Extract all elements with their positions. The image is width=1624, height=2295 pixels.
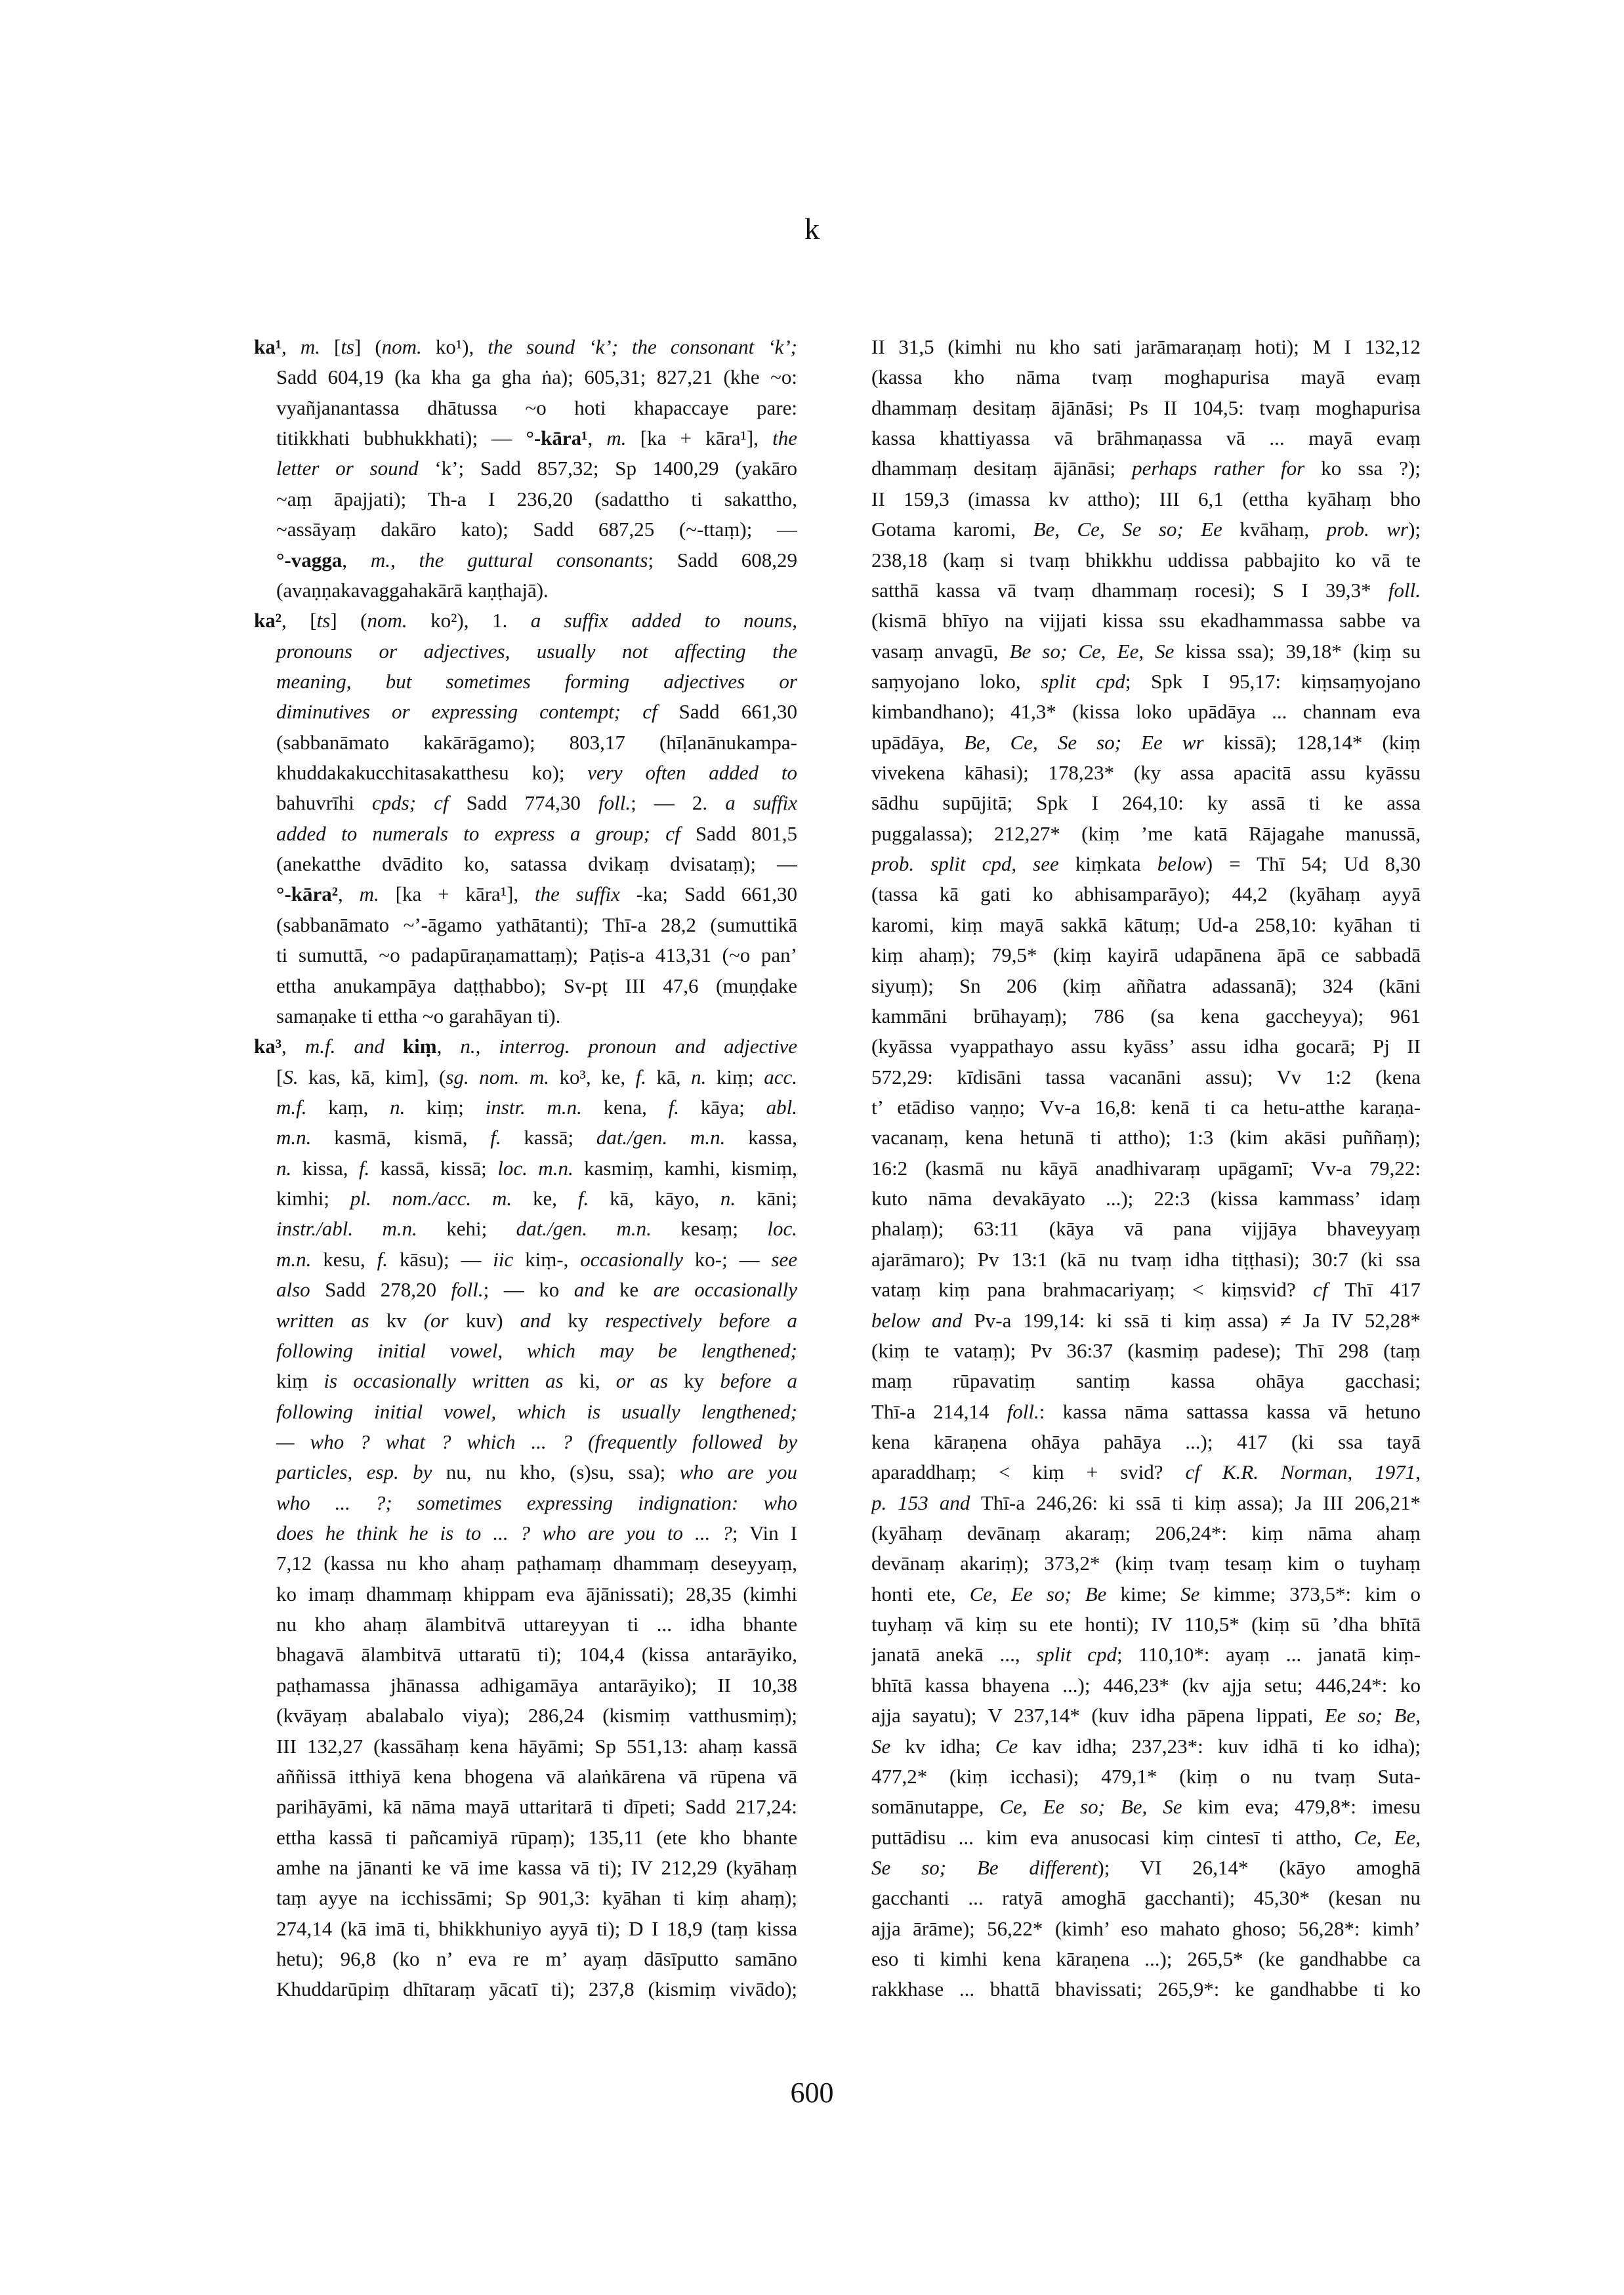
text-line: kimhi; pl. nom./acc. m. ke, f. kā, kāyo, n. kāni; — [276, 1187, 797, 1210]
headword: °-vagga — [276, 548, 343, 571]
text-line: nu kho ahaṃ ālambitvā uttareyyan ti ... idha bhante — [276, 1613, 797, 1636]
italic-run: following initial vowel, which may be lengthened; — [276, 1338, 797, 1362]
text-line: letter or sound ‘k’; Sadd 857,32; Sp 1400,29 (yakāro — [276, 457, 797, 480]
text-line: 16:2 (kasmā nu kāyā anadhivaraṃ upāgamī; Vv-a 79,22: — [871, 1156, 1421, 1180]
text-line: 477,2* (kiṃ icchasi); 479,1* (kiṃ o nu tvaṃ Suta- — [871, 1764, 1421, 1788]
italic-run: loc. m.n. — [497, 1156, 573, 1180]
text-line: ettha anukampāya daṭṭhabbo); Sv-pṭ III 47,6 (muṇḍake — [276, 974, 797, 997]
text-line: (tassa kā gati ko abhisamparāyo); 44,2 (kyāhaṃ ayyā — [871, 882, 1421, 906]
italic-run: Se so; Be different — [871, 1855, 1098, 1879]
italic-run: the sound ‘k’; the consonant ‘k’; — [488, 335, 797, 358]
text-line: devānaṃ akariṃ); 373,2* (kiṃ tvaṃ tesaṃ kim o tuyhaṃ — [871, 1552, 1421, 1575]
text-line: Gotama karomi, Be, Ce, Se so; Ee kvāhaṃ, prob. wr); — [871, 518, 1421, 541]
italic-run: m.f. — [276, 1095, 307, 1119]
text-line — [254, 1397, 797, 1427]
italic-run: occasionally — [580, 1247, 683, 1271]
text-line: Se so; Be different); VI 26,14* (kāyo amoghā — [871, 1855, 1421, 1879]
page-number: 600 — [790, 2077, 834, 2109]
text-line: diminutives or expressing contempt; cf Sadd 661,30 — [276, 700, 797, 724]
text-line: (kismā bhīyo na vijjati kissa ssu ekadhammassa sabbe va — [871, 609, 1421, 632]
italic-run: n. — [390, 1095, 406, 1119]
italic-run: split cpd — [1041, 669, 1125, 693]
text-line: parihāyāmi, kā nāma mayā uttaritarā ti dīpeti; Sadd 217,24: — [276, 1795, 797, 1819]
text-line: II 31,5 (kimhi nu kho sati jarāmaraṇaṃ hoti); M I 132,12 — [871, 335, 1421, 358]
text-line: honti ete, Ce, Ee so; Be kime; Se kimme; 373,5*: kim o — [871, 1582, 1421, 1605]
text-line: gacchanti ... ratyā amoghā gacchanti); 45,30* (kesan nu — [871, 1886, 1421, 1910]
italic-run: Ee so; Be, — [1324, 1704, 1421, 1727]
italic-run: Be, Ce, Se so; Ee wr — [964, 730, 1204, 754]
italic-run: who ... ?; sometimes expressing indignation: who — [276, 1491, 797, 1514]
text-line: kassa khattiyassa vā brāhmaṇassa vā ... mayā evaṃ — [871, 426, 1421, 450]
italic-run: cpds; cf — [371, 791, 449, 815]
italic-run: see — [771, 1247, 797, 1271]
italic-run: before a — [720, 1369, 797, 1393]
headword: °-kāra¹ — [526, 426, 588, 450]
text-line: does he think he is to ... ? who are you to ... ?; Vin I — [276, 1521, 797, 1545]
text-line: ~assāyaṃ dakāro kato); Sadd 687,25 (~-ttaṃ); — — [276, 518, 797, 541]
text-line: instr./abl. m.n. kehi; dat./gen. m.n. kesaṃ; loc. — [276, 1217, 797, 1241]
text-line: aparaddhaṃ; < kiṃ + svid? cf K.R. Norman, 1971, — [871, 1460, 1421, 1484]
text-line: (anekatthe dvādito ko, satassa dvikaṃ dvisataṃ); — — [276, 852, 797, 876]
text-line: hetu); 96,8 (ko n’ eva re m’ ayaṃ dāsīputto samāno — [276, 1947, 797, 1971]
text-line: amhe na jānanti ke vā ime kassa vā ti); IV 212,29 (kyāhaṃ — [276, 1855, 797, 1879]
text-line: n. kissa, f. kassā, kissā; loc. m.n. kasmiṃ, kamhi, kismiṃ, — [276, 1156, 797, 1180]
italic-run: foll. — [1388, 578, 1421, 602]
text-line: (kyāssa vyappathayo assu kyāss’ assu idha gocarā; Pj II — [871, 1035, 1421, 1058]
text-line: dhammaṃ desitaṃ ājānāsi; perhaps rather for ko ssa ?); — [871, 457, 1421, 480]
text-line: kuto nāma devakāyato ...); 22:3 (kissa kammass’ idaṃ — [871, 1187, 1421, 1210]
text-line: tuyhaṃ vā kiṃ su ete honti); IV 110,5* (kiṃ sū ’dha bhītā — [871, 1613, 1421, 1636]
italic-run: f. — [577, 1187, 589, 1210]
text-line: eso ti kimhi kena kāraṇena ...); 265,5* (ke gandhabbe ca — [871, 1947, 1421, 1971]
text-line: 238,18 (kaṃ si tvaṃ bhikkhu uddissa pabbajito ko vā te — [871, 548, 1421, 571]
text-line: kammāni brūhayaṃ); 786 (sa kena gaccheyya); 961 — [871, 1004, 1421, 1027]
text-line: vasaṃ anvagū, Be so; Ce, Ee, Se kissa ssa); 39,18* (kiṃ su — [871, 639, 1421, 663]
text-line: (avaṇṇakavaggahakārā kaṇṭhajā). — [276, 578, 549, 602]
italic-run: Ce — [995, 1734, 1018, 1758]
italic-run: m. — [300, 335, 320, 358]
italic-run: particles, esp. by — [276, 1460, 432, 1484]
text-line: kimbandhano); 41,3* (kissa loko upādāya ... channam eva — [871, 700, 1421, 724]
text-line: satthā kassa vā tvaṃ dhammaṃ rocesi); S I 39,3* foll. — [871, 578, 1421, 602]
italic-run: pronouns or adjectives, usually not affecting the — [276, 639, 797, 663]
text-line: kiṃ is occasionally written as ki, or as ky before a — [276, 1369, 797, 1393]
text-line: karomi, kiṃ mayā sakkā kātuṃ; Ud-a 258,10: kyāhan ti — [871, 913, 1421, 936]
italic-run: acc. — [764, 1065, 797, 1088]
text-line: particles, esp. by nu, nu kho, (s)su, ssa); who are you — [276, 1460, 797, 1484]
italic-run: respectively before a — [605, 1308, 797, 1332]
text-line: below and Pv-a 199,14: ki ssā ti kiṃ assa) ≠ Ja IV 52,28* — [871, 1308, 1421, 1332]
italic-run: Ce, Ee, — [1354, 1825, 1421, 1849]
italic-run: also — [276, 1278, 310, 1302]
italic-run: f. — [358, 1156, 370, 1180]
italic-run: perhaps rather for — [1132, 457, 1305, 480]
italic-run: foll. — [1007, 1399, 1039, 1423]
text-line: 7,12 (kassa nu kho ahaṃ paṭhamaṃ dhammaṃ deseyyaṃ, — [276, 1552, 797, 1575]
text-line: dhammaṃ desitaṃ ājānāsi; Ps II 104,5: tvaṃ moghapurisa — [871, 396, 1421, 419]
italic-run: m.f. and — [304, 1035, 385, 1058]
text-line — [254, 636, 797, 667]
italic-run: a suffix — [725, 791, 797, 815]
italic-run: dat./gen. m.n. — [596, 1126, 726, 1149]
italic-run: foll. — [451, 1278, 484, 1302]
text-line: m.n. kesu, f. kāsu); — iic kiṃ-, occasionally ko-; — see — [276, 1247, 797, 1271]
left-column — [254, 332, 797, 2005]
text-line: Thī-a 214,14 foll.: kassa nāma sattassa kassa vā hetuno — [871, 1399, 1421, 1423]
text-line: °-kāra², m. [ka + kāra¹], the suffix -ka; Sadd 661,30 — [276, 882, 797, 906]
italic-run: n., interrog. pronoun and adjective — [460, 1035, 797, 1058]
text-line: 572,29: kīdisāni tassa vacanāni assu); Vv 1:2 (kena — [871, 1065, 1421, 1088]
italic-run: sg. nom. m. — [446, 1065, 550, 1088]
italic-run: ts — [316, 609, 331, 632]
text-line: (sabbanāmato ~’-āgamo yathātanti); Thī-a 28,2 (sumuttikā — [276, 913, 797, 936]
italic-run: below — [1157, 852, 1206, 876]
italic-run: does he think he is to ... ? who are you to ... ? — [276, 1521, 732, 1545]
italic-run: very often added to — [587, 761, 797, 785]
italic-run: n. — [720, 1187, 736, 1210]
headword: kiṃ — [402, 1035, 437, 1058]
italic-run: m. — [606, 426, 627, 450]
italic-run: prob. wr — [1326, 518, 1409, 541]
italic-run: Se — [1180, 1582, 1200, 1605]
headword: °-kāra² — [276, 882, 339, 906]
headword: ka³ — [254, 1035, 282, 1058]
text-line: phalaṃ); 63:11 (kāya vā pana vijjāya bhaveyyaṃ — [871, 1217, 1421, 1241]
text-line: written as kv (or kuv) and ky respectively before a — [276, 1308, 797, 1332]
italic-run: S. — [283, 1065, 299, 1088]
text-line: somānutappe, Ce, Ee so; Be, Se kim eva; 479,8*: imesu — [871, 1795, 1421, 1819]
text-line: (sabbanāmato kakārāgamo); 803,17 (hīḷanānukampa- — [276, 730, 797, 754]
italic-run: or as — [615, 1369, 669, 1393]
italic-run: written as — [276, 1308, 369, 1332]
text-line: paṭhamassa jhānassa adhigamāya antarāyiko); II 10,38 — [276, 1673, 797, 1697]
italic-run: the — [772, 426, 797, 450]
italic-run: Be, Ce, Se so; Ee — [1033, 518, 1222, 541]
italic-run: nom. — [367, 609, 407, 632]
italic-run: Se — [871, 1734, 891, 1758]
text-line: taṃ ayye na icchissāmi; Sp 901,3: kyāhan ti kiṃ ahaṃ); — [276, 1886, 797, 1910]
text-line: vyañjanantassa dhātussa ~o hoti khapaccaye pare: — [276, 396, 797, 419]
italic-run: abl. — [766, 1095, 797, 1119]
text-line: aññissā itthiyā kena bhogena vā alaṅkārena vā rūpena vā — [276, 1764, 797, 1788]
section-letter-heading: k — [804, 212, 820, 245]
italic-run: n. — [276, 1156, 292, 1180]
text-line: puggalassa); 212,27* (kiṃ ’me katā Rājagahe manussā, — [871, 821, 1421, 845]
text-line: ka¹, m. [ts] (nom. ko¹), the sound ‘k’; the consonant ‘k’; — [254, 335, 797, 358]
text-line: ko imaṃ dhammaṃ khippam eva ājānissati); 28,35 (kimhi — [276, 1582, 797, 1605]
text-line: rakkhase ... bhattā bhavissati; 265,9*: ke gandhabbe ti ko — [871, 1977, 1421, 2001]
italic-run: cf K.R. Norman, 1971, — [1185, 1460, 1421, 1484]
text-line: (kassa kho nāma tvaṃ moghapurisa mayā evaṃ — [871, 365, 1421, 389]
text-line: m.f. kaṃ, n. kiṃ; instr. m.n. kena, f. kāya; abl. — [276, 1095, 797, 1119]
headword: ka¹ — [254, 335, 282, 358]
italic-run: — who ? what ? which ... ? (frequently followed by — [276, 1430, 797, 1453]
italic-run: f. — [490, 1126, 501, 1149]
text-line: p. 153 and Thī-a 246,26: ki ssā ti kiṃ assa); Ja III 206,21* — [871, 1491, 1421, 1514]
text-line: (kiṃ te vataṃ); Pv 36:37 (kasmiṃ padese); Thī 298 (taṃ — [871, 1338, 1421, 1362]
text-line: samaṇake ti ettha ~o garahāyan ti). — [276, 1004, 561, 1027]
italic-run: iic — [493, 1247, 514, 1271]
italic-run: who are you — [679, 1460, 797, 1484]
italic-run: is occasionally written as — [323, 1369, 564, 1393]
text-line — [254, 1427, 797, 1457]
italic-run: a suffix added to nouns, — [530, 609, 797, 632]
right-column — [871, 332, 1421, 2005]
italic-run: (or — [423, 1308, 449, 1332]
text-line: kena kāraṇena ohāya pahāya ...); 417 (ki ssa tayā — [871, 1430, 1421, 1453]
text-line: saṃyojano loko, split cpd; Spk I 95,17: kiṃsaṃyojano — [871, 669, 1421, 693]
italic-run: cf — [1312, 1278, 1328, 1302]
italic-run: nom. — [381, 335, 422, 358]
italic-run: p. 153 and — [871, 1491, 970, 1514]
text-line: Sadd 604,19 (ka kha ga gha ṅa); 605,31; 827,21 (khe ~o: — [276, 365, 797, 389]
text-line — [254, 1336, 797, 1366]
text-line: III 132,27 (kassāhaṃ kena hāyāmi; Sp 551,13: ahaṃ kassā — [276, 1734, 797, 1758]
text-line: janatā anekā ..., split cpd; 110,10*: ayaṃ ... janatā kiṃ- — [871, 1643, 1421, 1666]
text-line: (kvāyaṃ abalabalo viya); 286,24 (kismiṃ vatthusmiṃ); — [276, 1704, 797, 1727]
text-line: bhītā kassa bhayena ...); 446,23* (kv ajja setu; 446,24*: ko — [871, 1673, 1421, 1697]
italic-run: f. — [668, 1095, 680, 1119]
text-line: (kyāhaṃ devānaṃ akaraṃ; 206,24*: kiṃ nāma ahaṃ — [871, 1521, 1421, 1545]
italic-run: prob. split cpd, see — [871, 852, 1059, 876]
italic-run: instr./abl. m.n. — [276, 1217, 417, 1241]
italic-run: m. — [359, 882, 379, 906]
text-line: prob. split cpd, see kiṃkata below) = Thī 54; Ud 8,30 — [871, 852, 1421, 876]
text-line: added to numerals to express a group; cf Sadd 801,5 — [276, 821, 797, 845]
italic-run: letter or sound — [276, 457, 419, 480]
italic-run: Ce, Ee so; Be, Se — [999, 1795, 1182, 1819]
text-line: °-vagga, m., the guttural consonants; Sadd 608,29 — [276, 548, 797, 571]
text-line: vacanaṃ, kena hetunā ti attho); 1:3 (kim akāsi puññaṃ); — [871, 1126, 1421, 1149]
italic-run: and — [573, 1278, 605, 1302]
text-line: siyuṃ); Sn 206 (kiṃ aññatra adassanā); 324 (kāni — [871, 974, 1421, 997]
italic-run: split cpd — [1036, 1643, 1117, 1666]
italic-run: m.n. — [276, 1247, 312, 1271]
text-line — [254, 667, 797, 697]
text-line: II 159,3 (imassa kv attho); III 6,1 (ettha kyāhaṃ bho — [871, 487, 1421, 510]
italic-run: following initial vowel, which is usually lengthened; — [276, 1399, 797, 1423]
text-line: maṃ rūpavatiṃ santiṃ kassa ohāya gacchasi; — [871, 1369, 1421, 1393]
text-line: vataṃ kiṃ pana brahmacariyaṃ; < kiṃsvid? cf Thī 417 — [871, 1278, 1421, 1302]
text-line: kiṃ ahaṃ); 79,5* (kiṃ kayirā udapānena āpā ce sabbadā — [871, 943, 1421, 967]
text-line: t’ etādiso vaṇṇo; Vv-a 16,8: kenā ti ca hetu-atthe karaṇa- — [871, 1095, 1421, 1119]
text-line: ajja sayatu); V 237,14* (kuv idha pāpena lippati, Ee so; Be, — [871, 1704, 1421, 1727]
headword: ka² — [254, 609, 282, 632]
text-line: ka², [ts] (nom. ko²), 1. a suffix added to nouns, — [254, 609, 797, 632]
italic-run: loc. — [767, 1217, 797, 1241]
italic-run: f. — [377, 1247, 388, 1271]
italic-run: meaning, but sometimes forming adjectives or — [276, 669, 797, 693]
italic-run: are occasionally — [653, 1278, 797, 1302]
italic-run: ts — [341, 335, 354, 358]
text-line: m.n. kasmā, kismā, f. kassā; dat./gen. m.n. kassa, — [276, 1126, 797, 1149]
italic-run: Ce, Ee so; Be — [969, 1582, 1107, 1605]
text-line: puttādisu ... kim eva anusocasi kiṃ cintesī ti attho, Ce, Ee, — [871, 1825, 1421, 1849]
italic-run: diminutives or expressing contempt; cf — [276, 700, 657, 724]
text-line: also Sadd 278,20 foll.; — ko and ke are occasionally — [276, 1278, 797, 1302]
italic-run: Be so; Ce, Ee, Se — [1009, 639, 1175, 663]
text-line: sādhu supūjitā; Spk I 264,10: ky assā ti ke assa — [871, 791, 1421, 815]
text-line: ajja ārāme); 56,22* (kimh’ eso mahato ghoso; 56,28*: kimh’ — [871, 1916, 1421, 1940]
text-line: ti sumuttā, ~o padapūraṇamattaṃ); Paṭis-a 413,31 (~o pan’ — [276, 943, 797, 967]
italic-run: pl. nom./acc. m. — [350, 1187, 512, 1210]
text-line: khuddakakucchitasakatthesu ko); very often added to — [276, 761, 797, 785]
text-line: upādāya, Be, Ce, Se so; Ee wr kissā); 128,14* (kiṃ — [871, 730, 1421, 754]
text-line: bahuvrīhi cpds; cf Sadd 774,30 foll.; — 2. a suffix — [276, 791, 797, 815]
italic-run: instr. m.n. — [485, 1095, 582, 1119]
text-line — [254, 1488, 797, 1518]
italic-run: foll. — [598, 791, 631, 815]
text-line: titikkhati bubhukkhati); — °-kāra¹, m. [ka + kāra¹], the — [276, 426, 797, 450]
text-line: ettha kassā ti pañcamiyā rūpaṃ); 135,11 (ete kho bhante — [276, 1825, 797, 1849]
italic-run: f. — [635, 1065, 647, 1088]
text-line: 274,14 (kā imā ti, bhikkhuniyo ayyā ti); D I 18,9 (taṃ kissa — [276, 1916, 797, 1940]
text-line: [S. kas, kā, kim], (sg. nom. m. ko³, ke, f. kā, n. kiṃ; acc. — [276, 1065, 797, 1088]
italic-run: below and — [871, 1308, 963, 1332]
italic-run: n. — [691, 1065, 707, 1088]
text-line: Khuddarūpiṃ dhītaraṃ yācatī ti); 237,8 (kismiṃ vivādo); — [276, 1977, 797, 2001]
text-line: Se kv idha; Ce kav idha; 237,23*: kuv idhā ti ko idha); — [871, 1734, 1421, 1758]
text-line: vivekena kāhasi); 178,23* (ky assa apacitā assu kyāssu — [871, 761, 1421, 785]
italic-run: and — [520, 1308, 551, 1332]
italic-run: m., the guttural consonants — [370, 548, 648, 571]
text-line: ~aṃ āpajjati); Th-a I 236,20 (sadattho ti sakattho, — [276, 487, 797, 510]
italic-run: dat./gen. m.n. — [516, 1217, 652, 1241]
italic-run: the suffix — [535, 882, 620, 906]
text-line: bhagavā ālambitvā uttaratū ti); 104,4 (kissa antarāyiko, — [276, 1643, 797, 1666]
italic-run: m.n. — [276, 1126, 312, 1149]
italic-run: added to numerals to express a group; cf — [276, 821, 680, 845]
text-line: ka³, m.f. and kiṃ, n., interrog. pronoun and adjective — [254, 1035, 797, 1058]
text-line: ajarāmaro); Pv 13:1 (kā nu tvaṃ idha tiṭṭhasi); 30:7 (ki ssa — [871, 1247, 1421, 1271]
